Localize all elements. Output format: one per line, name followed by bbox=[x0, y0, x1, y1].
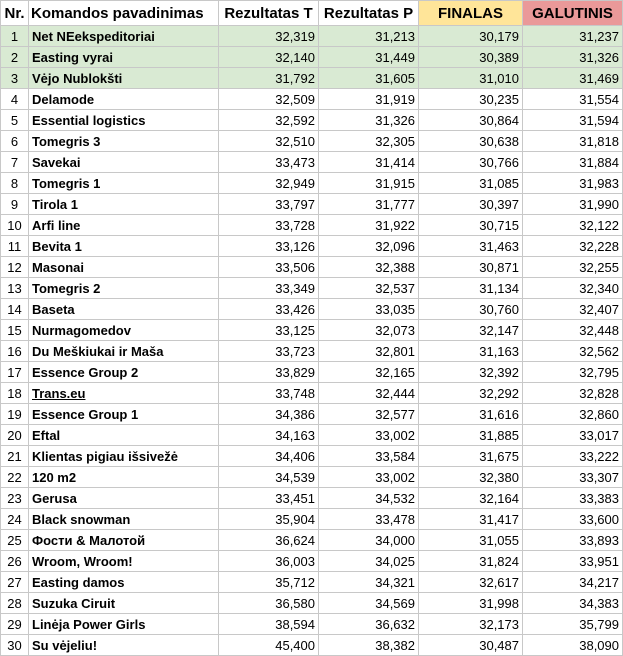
cell-team-name[interactable]: Tirola 1 bbox=[29, 194, 219, 215]
header-finalas[interactable]: FINALAS bbox=[419, 1, 523, 26]
cell-result-t[interactable]: 33,797 bbox=[219, 194, 319, 215]
cell-nr[interactable]: 19 bbox=[1, 404, 29, 425]
cell-galutinis[interactable]: 33,600 bbox=[523, 509, 623, 530]
cell-result-t[interactable]: 32,949 bbox=[219, 173, 319, 194]
cell-result-p[interactable]: 32,388 bbox=[319, 257, 419, 278]
cell-finalas[interactable]: 30,715 bbox=[419, 215, 523, 236]
table-row bbox=[1, 362, 623, 383]
cell-result-p[interactable]: 32,577 bbox=[319, 404, 419, 425]
cell-finalas[interactable]: 31,675 bbox=[419, 446, 523, 467]
cell-result-t[interactable]: 33,473 bbox=[219, 152, 319, 173]
cell-result-p[interactable]: 34,025 bbox=[319, 551, 419, 572]
cell-nr[interactable]: 10 bbox=[1, 215, 29, 236]
cell-team-name[interactable]: Bevita 1 bbox=[29, 236, 219, 257]
table-row bbox=[1, 215, 623, 236]
header-nr[interactable]: Nr. bbox=[1, 1, 29, 26]
cell-nr[interactable]: 16 bbox=[1, 341, 29, 362]
cell-nr[interactable]: 12 bbox=[1, 257, 29, 278]
cell-team-name[interactable]: 120 m2 bbox=[29, 467, 219, 488]
cell-result-p[interactable]: 31,213 bbox=[319, 26, 419, 47]
cell-result-t[interactable]: 33,506 bbox=[219, 257, 319, 278]
cell-result-t[interactable]: 32,592 bbox=[219, 110, 319, 131]
cell-nr[interactable]: 7 bbox=[1, 152, 29, 173]
cell-finalas[interactable]: 30,871 bbox=[419, 257, 523, 278]
table-row bbox=[1, 341, 623, 362]
cell-finalas[interactable]: 31,824 bbox=[419, 551, 523, 572]
cell-result-p[interactable]: 34,321 bbox=[319, 572, 419, 593]
cell-finalas[interactable]: 30,760 bbox=[419, 299, 523, 320]
cell-result-t[interactable]: 33,748 bbox=[219, 383, 319, 404]
cell-galutinis[interactable]: 33,951 bbox=[523, 551, 623, 572]
cell-result-p[interactable]: 31,326 bbox=[319, 110, 419, 131]
cell-result-p[interactable]: 31,919 bbox=[319, 89, 419, 110]
cell-nr[interactable]: 28 bbox=[1, 593, 29, 614]
cell-nr[interactable]: 21 bbox=[1, 446, 29, 467]
cell-result-p[interactable]: 33,584 bbox=[319, 446, 419, 467]
cell-result-t[interactable]: 33,723 bbox=[219, 341, 319, 362]
table-row bbox=[1, 320, 623, 341]
cell-result-t[interactable]: 35,904 bbox=[219, 509, 319, 530]
cell-galutinis[interactable]: 32,795 bbox=[523, 362, 623, 383]
cell-galutinis[interactable]: 31,884 bbox=[523, 152, 623, 173]
cell-galutinis[interactable]: 32,860 bbox=[523, 404, 623, 425]
cell-team-name[interactable]: Suzuka Ciruit bbox=[29, 593, 219, 614]
cell-result-p[interactable]: 34,532 bbox=[319, 488, 419, 509]
cell-result-t[interactable]: 34,386 bbox=[219, 404, 319, 425]
table-row bbox=[1, 572, 623, 593]
cell-result-p[interactable]: 31,922 bbox=[319, 215, 419, 236]
cell-galutinis[interactable]: 32,828 bbox=[523, 383, 623, 404]
table-row bbox=[1, 530, 623, 551]
cell-result-t[interactable]: 35,712 bbox=[219, 572, 319, 593]
cell-team-name[interactable]: Фости & Малотой bbox=[29, 530, 219, 551]
cell-result-p[interactable]: 31,414 bbox=[319, 152, 419, 173]
cell-finalas[interactable]: 31,163 bbox=[419, 341, 523, 362]
table-row bbox=[1, 26, 623, 47]
table-row bbox=[1, 173, 623, 194]
cell-result-t[interactable]: 33,829 bbox=[219, 362, 319, 383]
cell-result-p[interactable]: 34,569 bbox=[319, 593, 419, 614]
cell-team-name[interactable]: Baseta bbox=[29, 299, 219, 320]
table-row bbox=[1, 614, 623, 635]
cell-result-t[interactable]: 33,451 bbox=[219, 488, 319, 509]
cell-team-name[interactable]: Easting damos bbox=[29, 572, 219, 593]
cell-galutinis[interactable]: 38,090 bbox=[523, 635, 623, 656]
cell-finalas[interactable]: 30,235 bbox=[419, 89, 523, 110]
cell-nr[interactable]: 11 bbox=[1, 236, 29, 257]
cell-galutinis[interactable]: 31,990 bbox=[523, 194, 623, 215]
cell-result-p[interactable]: 31,777 bbox=[319, 194, 419, 215]
cell-result-p[interactable]: 34,000 bbox=[319, 530, 419, 551]
cell-result-t[interactable]: 34,539 bbox=[219, 467, 319, 488]
cell-finalas[interactable]: 32,617 bbox=[419, 572, 523, 593]
table-row bbox=[1, 89, 623, 110]
cell-result-t[interactable]: 36,624 bbox=[219, 530, 319, 551]
table-row bbox=[1, 299, 623, 320]
cell-result-p[interactable]: 32,165 bbox=[319, 362, 419, 383]
cell-nr[interactable]: 15 bbox=[1, 320, 29, 341]
cell-nr[interactable]: 20 bbox=[1, 425, 29, 446]
cell-finalas[interactable]: 30,487 bbox=[419, 635, 523, 656]
cell-galutinis[interactable]: 34,217 bbox=[523, 572, 623, 593]
cell-nr[interactable]: 13 bbox=[1, 278, 29, 299]
cell-result-t[interactable]: 45,400 bbox=[219, 635, 319, 656]
header-result-t[interactable]: Rezultatas T bbox=[219, 1, 319, 26]
cell-finalas[interactable]: 31,998 bbox=[419, 593, 523, 614]
cell-result-p[interactable]: 33,002 bbox=[319, 425, 419, 446]
cell-result-p[interactable]: 33,478 bbox=[319, 509, 419, 530]
cell-result-t[interactable]: 32,509 bbox=[219, 89, 319, 110]
cell-result-t[interactable]: 33,426 bbox=[219, 299, 319, 320]
cell-result-t[interactable]: 32,319 bbox=[219, 26, 319, 47]
table-row bbox=[1, 467, 623, 488]
cell-team-name[interactable]: Tomegris 2 bbox=[29, 278, 219, 299]
cell-team-name[interactable]: Delamode bbox=[29, 89, 219, 110]
cell-team-name[interactable]: Su vėjeliu! bbox=[29, 635, 219, 656]
cell-nr[interactable]: 24 bbox=[1, 509, 29, 530]
cell-galutinis[interactable]: 31,554 bbox=[523, 89, 623, 110]
cell-team-name[interactable]: Eftal bbox=[29, 425, 219, 446]
cell-finalas[interactable]: 32,292 bbox=[419, 383, 523, 404]
table-row bbox=[1, 635, 623, 656]
cell-finalas[interactable]: 32,164 bbox=[419, 488, 523, 509]
cell-result-p[interactable]: 33,035 bbox=[319, 299, 419, 320]
table-row bbox=[1, 278, 623, 299]
cell-nr[interactable]: 2 bbox=[1, 47, 29, 68]
cell-finalas[interactable]: 30,766 bbox=[419, 152, 523, 173]
header-team-name[interactable]: Komandos pavadinimas bbox=[29, 1, 219, 26]
cell-result-p[interactable]: 32,444 bbox=[319, 383, 419, 404]
cell-result-t[interactable]: 34,163 bbox=[219, 425, 319, 446]
cell-team-name[interactable]: Essence Group 2 bbox=[29, 362, 219, 383]
cell-finalas[interactable]: 31,616 bbox=[419, 404, 523, 425]
cell-finalas[interactable]: 30,864 bbox=[419, 110, 523, 131]
cell-finalas[interactable]: 31,417 bbox=[419, 509, 523, 530]
cell-finalas[interactable]: 31,085 bbox=[419, 173, 523, 194]
cell-galutinis[interactable]: 34,383 bbox=[523, 593, 623, 614]
cell-result-t[interactable]: 36,003 bbox=[219, 551, 319, 572]
table-row bbox=[1, 551, 623, 572]
cell-team-name[interactable]: Tomegris 3 bbox=[29, 131, 219, 152]
header-result-p[interactable]: Rezultatas P bbox=[319, 1, 419, 26]
cell-result-t[interactable]: 32,140 bbox=[219, 47, 319, 68]
cell-team-name[interactable]: Net NEekspeditoriai bbox=[29, 26, 219, 47]
cell-result-p[interactable]: 31,449 bbox=[319, 47, 419, 68]
cell-result-p[interactable]: 32,537 bbox=[319, 278, 419, 299]
cell-galutinis[interactable]: 33,017 bbox=[523, 425, 623, 446]
cell-galutinis[interactable]: 31,594 bbox=[523, 110, 623, 131]
cell-galutinis[interactable]: 32,255 bbox=[523, 257, 623, 278]
cell-nr[interactable]: 5 bbox=[1, 110, 29, 131]
cell-team-name[interactable]: Klientas pigiau išsivežė bbox=[29, 446, 219, 467]
cell-team-name[interactable]: Masonai bbox=[29, 257, 219, 278]
table-row bbox=[1, 425, 623, 446]
cell-galutinis[interactable]: 32,448 bbox=[523, 320, 623, 341]
cell-nr[interactable]: 26 bbox=[1, 551, 29, 572]
cell-galutinis[interactable]: 33,222 bbox=[523, 446, 623, 467]
cell-result-p[interactable]: 32,801 bbox=[319, 341, 419, 362]
cell-team-name[interactable]: Essential logistics bbox=[29, 110, 219, 131]
cell-finalas[interactable]: 32,173 bbox=[419, 614, 523, 635]
table-row bbox=[1, 194, 623, 215]
table-row bbox=[1, 383, 623, 404]
cell-nr[interactable]: 1 bbox=[1, 26, 29, 47]
cell-galutinis[interactable]: 33,383 bbox=[523, 488, 623, 509]
cell-finalas[interactable]: 32,380 bbox=[419, 467, 523, 488]
cell-nr[interactable]: 3 bbox=[1, 68, 29, 89]
table-row bbox=[1, 236, 623, 257]
cell-nr[interactable]: 14 bbox=[1, 299, 29, 320]
cell-team-name[interactable]: Linėja Power Girls bbox=[29, 614, 219, 635]
cell-nr[interactable]: 9 bbox=[1, 194, 29, 215]
cell-galutinis[interactable]: 31,818 bbox=[523, 131, 623, 152]
table-row bbox=[1, 488, 623, 509]
header-galutinis[interactable]: GALUTINIS bbox=[523, 1, 623, 26]
cell-galutinis[interactable]: 31,469 bbox=[523, 68, 623, 89]
cell-nr[interactable]: 8 bbox=[1, 173, 29, 194]
cell-team-name[interactable]: Easting vyrai bbox=[29, 47, 219, 68]
cell-finalas[interactable]: 30,179 bbox=[419, 26, 523, 47]
cell-nr[interactable]: 27 bbox=[1, 572, 29, 593]
table-row bbox=[1, 446, 623, 467]
cell-galutinis[interactable]: 33,307 bbox=[523, 467, 623, 488]
cell-result-t[interactable]: 32,510 bbox=[219, 131, 319, 152]
table-row bbox=[1, 404, 623, 425]
cell-team-name[interactable]: Arfi line bbox=[29, 215, 219, 236]
cell-finalas[interactable]: 30,397 bbox=[419, 194, 523, 215]
cell-team-name[interactable]: Savekai bbox=[29, 152, 219, 173]
cell-galutinis[interactable]: 31,237 bbox=[523, 26, 623, 47]
cell-result-p[interactable]: 36,632 bbox=[319, 614, 419, 635]
cell-team-name[interactable]: Gerusa bbox=[29, 488, 219, 509]
table-row bbox=[1, 593, 623, 614]
cell-galutinis[interactable]: 31,983 bbox=[523, 173, 623, 194]
cell-nr[interactable]: 30 bbox=[1, 635, 29, 656]
cell-finalas[interactable]: 31,055 bbox=[419, 530, 523, 551]
cell-result-p[interactable]: 32,073 bbox=[319, 320, 419, 341]
cell-galutinis[interactable]: 32,562 bbox=[523, 341, 623, 362]
cell-finalas[interactable]: 32,147 bbox=[419, 320, 523, 341]
table-row bbox=[1, 47, 623, 68]
cell-team-name[interactable]: Essence Group 1 bbox=[29, 404, 219, 425]
cell-nr[interactable]: 18 bbox=[1, 383, 29, 404]
table-row bbox=[1, 257, 623, 278]
cell-nr[interactable]: 6 bbox=[1, 131, 29, 152]
cell-galutinis[interactable]: 31,326 bbox=[523, 47, 623, 68]
cell-team-name[interactable]: Trans.eu bbox=[29, 383, 219, 404]
cell-finalas[interactable]: 30,638 bbox=[419, 131, 523, 152]
cell-finalas[interactable]: 31,134 bbox=[419, 278, 523, 299]
cell-result-t[interactable]: 34,406 bbox=[219, 446, 319, 467]
cell-result-p[interactable]: 38,382 bbox=[319, 635, 419, 656]
cell-galutinis[interactable]: 32,340 bbox=[523, 278, 623, 299]
cell-result-p[interactable]: 32,305 bbox=[319, 131, 419, 152]
cell-galutinis[interactable]: 32,122 bbox=[523, 215, 623, 236]
cell-team-name[interactable]: Tomegris 1 bbox=[29, 173, 219, 194]
cell-nr[interactable]: 17 bbox=[1, 362, 29, 383]
cell-finalas[interactable]: 31,885 bbox=[419, 425, 523, 446]
cell-result-t[interactable]: 33,125 bbox=[219, 320, 319, 341]
cell-galutinis[interactable]: 32,407 bbox=[523, 299, 623, 320]
cell-finalas[interactable]: 30,389 bbox=[419, 47, 523, 68]
header-row bbox=[1, 1, 623, 26]
table-row bbox=[1, 131, 623, 152]
cell-result-t[interactable]: 36,580 bbox=[219, 593, 319, 614]
cell-result-t[interactable]: 33,349 bbox=[219, 278, 319, 299]
cell-result-p[interactable]: 31,605 bbox=[319, 68, 419, 89]
cell-nr[interactable]: 29 bbox=[1, 614, 29, 635]
cell-team-name[interactable]: Du Meškiukai ir Maša bbox=[29, 341, 219, 362]
cell-result-p[interactable]: 31,915 bbox=[319, 173, 419, 194]
cell-result-t[interactable]: 38,594 bbox=[219, 614, 319, 635]
cell-result-p[interactable]: 33,002 bbox=[319, 467, 419, 488]
cell-nr[interactable]: 22 bbox=[1, 467, 29, 488]
cell-result-t[interactable]: 33,728 bbox=[219, 215, 319, 236]
table-row bbox=[1, 509, 623, 530]
table-row bbox=[1, 152, 623, 173]
cell-finalas[interactable]: 31,010 bbox=[419, 68, 523, 89]
table-row bbox=[1, 68, 623, 89]
cell-finalas[interactable]: 31,463 bbox=[419, 236, 523, 257]
cell-team-name[interactable]: Black snowman bbox=[29, 509, 219, 530]
cell-galutinis[interactable]: 35,799 bbox=[523, 614, 623, 635]
cell-team-name[interactable]: Vėjo Nublokšti bbox=[29, 68, 219, 89]
cell-nr[interactable]: 4 bbox=[1, 89, 29, 110]
cell-finalas[interactable]: 32,392 bbox=[419, 362, 523, 383]
cell-nr[interactable]: 23 bbox=[1, 488, 29, 509]
cell-nr[interactable]: 25 bbox=[1, 530, 29, 551]
table-row bbox=[1, 110, 623, 131]
cell-galutinis[interactable]: 32,228 bbox=[523, 236, 623, 257]
cell-galutinis[interactable]: 33,893 bbox=[523, 530, 623, 551]
cell-result-t[interactable]: 31,792 bbox=[219, 68, 319, 89]
cell-result-p[interactable]: 32,096 bbox=[319, 236, 419, 257]
cell-team-name[interactable]: Nurmagomedov bbox=[29, 320, 219, 341]
cell-team-name[interactable]: Wroom, Wroom! bbox=[29, 551, 219, 572]
cell-result-t[interactable]: 33,126 bbox=[219, 236, 319, 257]
